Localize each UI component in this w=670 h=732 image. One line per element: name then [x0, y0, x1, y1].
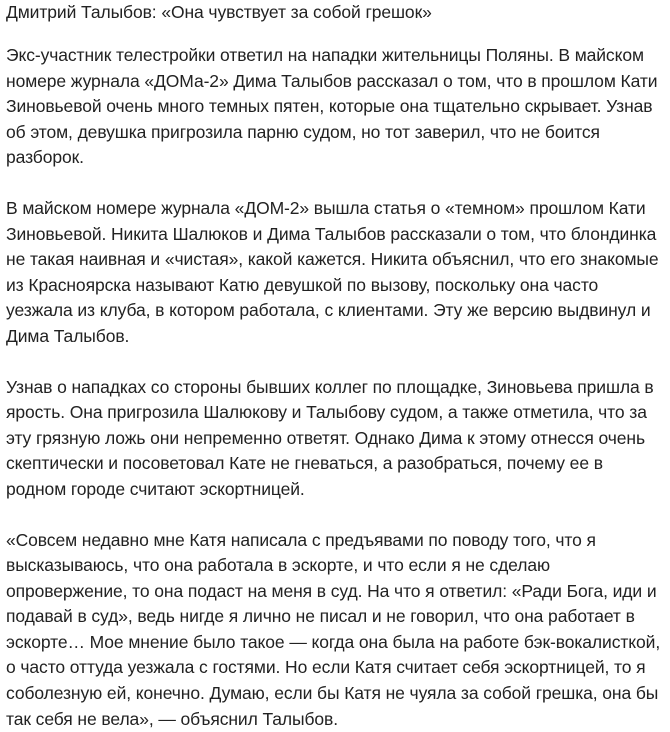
article-title: Дмитрий Талыбов: «Она чувствует за собой грешок» — [6, 0, 664, 25]
article-paragraph-3: Узнав о нападках со стороны бывших коллег по площадке, Зиновьева пришла в ярость. Она пригрозила Шалюкову и Талыбову судом, а также отметила, что за эту грязную ложь они непременно ответят. Однако Дима к этому отнесся очень скептически и посоветовал Кате не гневаться, а разобраться, почему ее в родном городе считают эскортницей. — [6, 375, 664, 503]
article-paragraph-4: «Совсем недавно мне Катя написала с предъявами по поводу того, что я высказываюсь, что она работала в эскорте, и что если я не сделаю опровержение, то она подаст на меня в суд. На что я ответил: «Ради Бога, иди и подавай в суд», ведь нигде я лично не писал и не говорил, что она работает в эскорте… Мое мнение было такое — когда она была на работе бэк-вокалисткой, о часто оттуда уезжала с гостями. Но если Катя считает себя эскортницей, то я соболезную ей, конечно. Думаю, если бы Катя не чуяла за собой грешка, она бы так себя не вела», — объяснил Талыбов. — [6, 528, 664, 732]
article-paragraph-2: В майском номере журнала «ДОМ-2» вышла статья о «темном» прошлом Кати Зиновьевой. Никита Шалюков и Дима Талыбов рассказали о том, что блондинка не такая наивная и «чистая», какой кажется. Никита объяснил, что его знакомые из Красноярска называют Катю девушкой по вызову, поскольку она часто уезжала из клуба, в котором работала, с клиентами. Эту же версию выдвинул и Дима Талыбов. — [6, 196, 664, 350]
article-paragraph-1: Экс-участник телестройки ответил на нападки жительницы Поляны. В майском номере журнала «ДОМа-2» Дима Талыбов рассказал о том, что в прошлом Кати Зиновьевой очень много темных пятен, которые она тщательно скрывает. Узнав об этом, девушка пригрозила парню судом, но тот заверил, что не боится разборок. — [6, 43, 664, 171]
